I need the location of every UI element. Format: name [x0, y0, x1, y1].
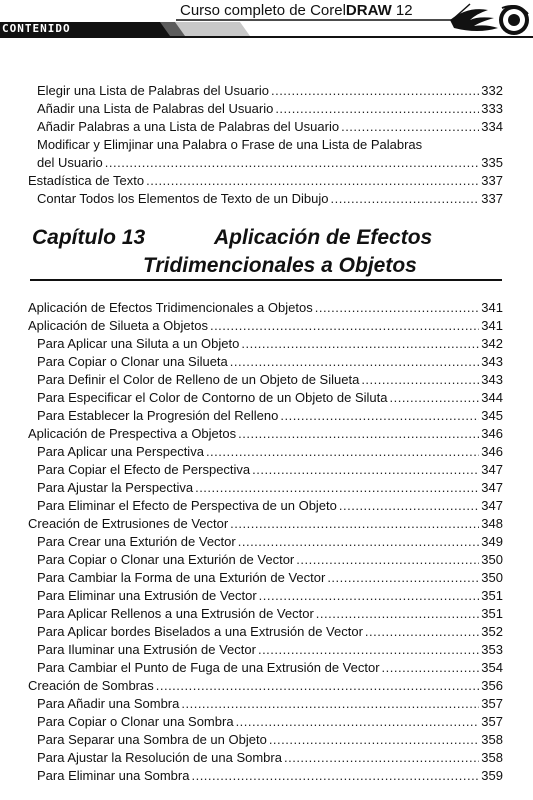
book-title-prefix: Curso completo de Corel: [180, 2, 346, 19]
toc-entry: Para Aplicar una Perspectiva ..... 346: [37, 444, 503, 459]
book-title: [180, 2, 413, 19]
toc-entry: Para Eliminar una Extrusión de Vector ..... 351: [37, 588, 503, 603]
toc-section-entry: Aplicación de Prespectiva a Objetos ..... 346: [28, 426, 503, 441]
toc-entry: Para Cambiar la Forma de una Exturión de Vector ..... 350: [37, 570, 503, 585]
chapter-rule: [30, 279, 502, 281]
toc-entry: Para Definir el Color de Relleno de un Objeto de Silueta ..... 343: [37, 372, 503, 387]
toc-section-entry: Estadística de Texto ..... 337: [28, 173, 503, 188]
section-label: CONTENIDO: [0, 22, 126, 36]
toc-entry: Para Crear una Exturión de Vector ..... 349: [37, 534, 503, 549]
toc-section-entry: Creación de Sombras ..... 356: [28, 678, 503, 693]
book-title-version: 12: [391, 2, 413, 19]
toc-entry: Elegir una Lista de Palabras del Usuario ..... 332: [37, 83, 503, 98]
toc-entry: Para Copiar o Clonar una Sombra ..... 357: [37, 714, 503, 729]
toc-entry: del Usuario ..... 335: [37, 155, 503, 170]
header-rule: [0, 36, 533, 38]
toc-entry: Para Especificar el Color de Contorno de un Objeto de Siluta ..... 344: [37, 390, 503, 405]
toc-entry: Para Añadir una Sombra ..... 357: [37, 696, 503, 711]
toc-entry: Contar Todos los Elementos de Texto de un Dibujo ..... 337: [37, 191, 503, 206]
toc-entry: Para Ajustar la Perspectiva ..... 347: [37, 480, 503, 495]
toc-entry: Para Cambiar el Punto de Fuga de una Extrusión de Vector ..... 354: [37, 660, 503, 675]
toc-entry-first-line: Modificar y Elimjinar una Palabra o Frase de una Lista de Palabras: [37, 137, 423, 152]
toc-entry: Para Eliminar una Sombra ..... 359: [37, 768, 503, 783]
toc-section-entry: Aplicación de Efectos Tridimencionales a Objetos ..... 341: [28, 300, 503, 315]
toc-entry: Para Eliminar el Efecto de Perspectiva de un Objeto ..... 347: [37, 498, 503, 513]
flame-logo-icon: [448, 0, 533, 40]
toc-entry: Para Ajustar la Resolución de una Sombra ..... 358: [37, 750, 503, 765]
page-header: [0, 0, 533, 40]
toc-entry: Añadir Palabras a una Lista de Palabras del Usuario ..... 334: [37, 119, 503, 134]
book-title-brand: DRAW: [345, 2, 392, 19]
toc-section-entry: Aplicación de Silueta a Objetos ..... 341: [28, 318, 503, 333]
toc-entry: Para Iluminar una Extrusión de Vector ..... 353: [37, 642, 503, 657]
toc-entry: Para Establecer la Progresión del Relleno ..... 345: [37, 408, 503, 423]
chapter-title-line1: Aplicación de Efectos: [214, 226, 433, 249]
toc-entry: Para Copiar o Clonar una Exturión de Vector ..... 350: [37, 552, 503, 567]
toc-entry: Para Copiar el Efecto de Perspectiva ..... 347: [37, 462, 503, 477]
chapter-title-line2: Tridimencionales a Objetos: [143, 254, 417, 277]
toc-entry: Añadir una Lista de Palabras del Usuario ..... 333: [37, 101, 503, 116]
toc-entry: Para Copiar o Clonar una Silueta ..... 343: [37, 354, 503, 369]
toc-entry: Para Aplicar una Siluta a un Objeto ..... 342: [37, 336, 503, 351]
toc-entry: Para Separar una Sombra de un Objeto ..... 358: [37, 732, 503, 747]
toc-entry: Para Aplicar Rellenos a una Extrusión de Vector ..... 351: [37, 606, 503, 621]
toc-entry: Para Aplicar bordes Biselados a una Extrusión de Vector ..... 352: [37, 624, 503, 639]
toc-section-entry: Creación de Extrusiones de Vector ..... 348: [28, 516, 503, 531]
chapter-label: Capítulo 13: [32, 226, 146, 249]
